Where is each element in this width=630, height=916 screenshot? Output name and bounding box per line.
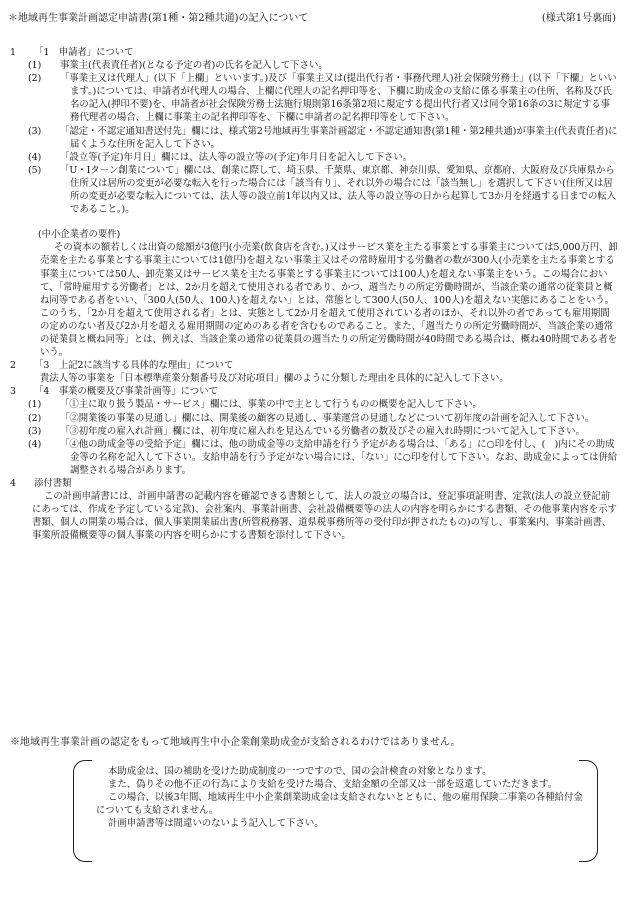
item-marker: (1) — [28, 60, 42, 72]
section-1-item-1 — [0, 59, 630, 72]
section-3-item-3 — [0, 425, 630, 438]
sme-requirements-text: その資本の額若しくは出資の総額が3億円(小売業(飲食店を含む。)又はサービス業を主たる事業とする事業主については5,000万円、卸売業を主たる事業とする事業主については1億円)を超えない事業主又はその常時雇用する労働者の数が300人(小売業を主たる事業とする事業主については50人、卸売業又はサービス業を主たる事業とする事業主については100人)を超えない事業主をいう。この場合において、「常時雇用する労働者」とは、2か月を超えて使用される者であり、かつ、週当たりの所定労働時間が、当該企業の通常の従業員と概ね同等である者をいい、「300人(50人、100人)を超えない」とは、常態として300人(50人、100人)を超えない実態にあることをいう。このうち、「2か月を超えて使用される者」とは、実態として2か月を超えて使用されている者のほか、それ以外の者であっても雇用期間の定めのない者及び2か月を超える雇用期間の定めのある者を含むものであること。また、「週当たりの所定労働時間が、当該企業の通常の従業員と概ね同等」とは、例えば、当該企業の通常の従業員の週当たりの所定労働時間が40時間である場合は、概ね40時間である者をいう。 — [40, 242, 618, 359]
section-4-text: この計画申請書には、計画申請書の記載内容を確認できる書類として、法人の設立の場合は、登記事項証明書、定款(法人の設立登記前にあっては、作成を予定している定款)、会社案内、事業計画書、会社設備概要等の法人の内容を明らかにする書類、その他事業内容を示す書類、個人の開業の場合は、個人事業開業届出書(所管税務署、道県税事務所等の受付印が押されたもの)の写し、事業案内、事業計画書、事業所設備概要等の個人事業の内容を明らかにする書類を添付して下さい。 — [32, 491, 617, 542]
section-title: 「3 上記2に該当する具体的な理由」について — [34, 360, 234, 372]
section-2-text: 貴法人等の事業を「日本標準産業分類番号及び対応項目」欄のように分類した理由を具体的に記入して下さい。 — [40, 373, 509, 385]
section-title: 「4 事業の概要及び事業計画等」について — [34, 386, 218, 398]
item-text: 「認定・不認定通知書送付先」欄には、様式第2号地域再生事業計画認定・不認定通知書(第1種・第2種共通)が事業主(代表責任者)に届くような住所を記入して下さい。 — [60, 125, 618, 150]
section-title: 添付書類 — [34, 478, 72, 489]
item-text: 「U・Iターン創業について」欄には、創業に際して、埼玉県、千葉県、東京都、神奈川県、愛知県、京都府、大阪府及び兵庫県から住所又は居所の変更が必要な転入を行った場合には「該当有り」、それ以外の場合には「該当無し」を選択して下さい(住所又は居所の変更が必要な転入については、法人等の設立前1年以内又は、法人等の設立等の日から起算して3か月を経過する日までの転入であること。)。 — [60, 164, 617, 216]
section-number: 1 — [10, 47, 16, 58]
section-2-heading — [0, 359, 630, 372]
section-3-heading — [0, 385, 630, 398]
section-title: 「1 申請者」について — [34, 47, 134, 58]
item-text: 「①主に取り扱う製品・サービス」欄には、事業の中で主として行うものの概要を記入して下さい。 — [60, 399, 482, 411]
section-3-item-2 — [0, 412, 630, 425]
document-body — [0, 46, 630, 542]
notice-bracket-left — [73, 760, 92, 862]
item-text: 事業主(代表責任者)(となる予定の者)の氏名を記入して下さい。 — [60, 60, 328, 72]
notice-paragraph-1: 本助成金は、国の補助を受けた助成制度の一つですので、国の会計検査の対象となります。 — [108, 766, 492, 777]
section-4-heading — [0, 477, 630, 490]
section-3-item-4 — [0, 438, 630, 477]
section-number: 2 — [10, 360, 16, 372]
item-text: 「③初年度の雇入れ計画」欄には、初年度に雇入れを見込んでいる労働者の数及びその雇入れ時期について記入して下さい。 — [60, 425, 585, 437]
notice-paragraph-4: 計画申請書等は間違いのないよう記入して下さい。 — [108, 818, 324, 830]
notice-box — [96, 765, 586, 830]
item-text: 「事業主又は代理人」(以下「上欄」といいます。)及び「事業主又は(提出代行者・事務代理人)社会保険労務士」(以下「下欄」といいます。)については、申請者が代理人の場合、上欄に代理人の記名押印等を、下欄に助成金の支給に係る事業主の住所、名称及び氏名の記入(押印不要)を、申請者が社会保険労務士法施行規則第16条第2項に規定する提出代行者又は同令第16条の3に規定する事務代理者の場合、上欄に事業主の記名押印等を、下欄に申請者の記名押印等をして下さい。 — [60, 73, 617, 124]
sme-requirements-heading: (中小企業者の要件) — [38, 229, 121, 241]
item-marker: (3) — [28, 125, 42, 137]
item-text: 「④他の助成金等の受給予定」欄には、他の助成金等の支給申請を行う予定がある場合は、「ある」に○印を付し、( )内にその助成金等の名称を記入して下さい。支給申請を行う予定がない場合には、「ない」に○印を付して下さい。なお、助成金によっては併給調整される場合があります。 — [60, 438, 618, 476]
section-3-item-1 — [0, 398, 630, 411]
notice-paragraph-3: この場合、以後3年間、地域再生中小企業創業助成金は支給されないとともに、他の雇用保険二事業の各種給付金についても支給されません。 — [96, 792, 583, 817]
section-1-item-4 — [0, 151, 630, 164]
item-marker: (5) — [28, 164, 42, 176]
section-1-item-3 — [0, 125, 630, 151]
section-1-heading — [0, 46, 630, 59]
item-text: 「設立等(予定)年月日」欄には、法人等の設立等の(予定)年月日を記入して下さい。 — [60, 151, 413, 163]
form-number: (様式第1号裏面) — [541, 13, 616, 24]
notice-paragraph-2: また、偽りその他不正の行為により支給を受けた場合、支給金額の全部又は一部を返還していただきます。 — [108, 779, 558, 791]
item-marker: (4) — [28, 151, 42, 163]
item-marker: (1) — [28, 399, 42, 411]
item-marker: (3) — [28, 425, 42, 437]
section-number: 4 — [10, 478, 16, 489]
item-text: 「②開業後の事業の見通し」欄には、開業後の顧客の見通し、事業運営の見通しなどについて初年度の計画を記入して下さい。 — [60, 412, 595, 424]
section-1-item-5 — [0, 164, 630, 216]
item-marker: (2) — [28, 412, 42, 424]
section-number: 3 — [10, 386, 16, 398]
document-title: ＊地域再生事業計画認定申請書(第1種・第2種共通)の記入について — [8, 13, 309, 24]
disclaimer-note: ※地域再生事業計画の認定をもって地域再生中小企業創業助成金が支給されるわけではありません。 — [10, 737, 461, 748]
item-marker: (4) — [28, 438, 42, 450]
item-marker: (2) — [28, 73, 42, 85]
section-1-item-2 — [0, 72, 630, 124]
